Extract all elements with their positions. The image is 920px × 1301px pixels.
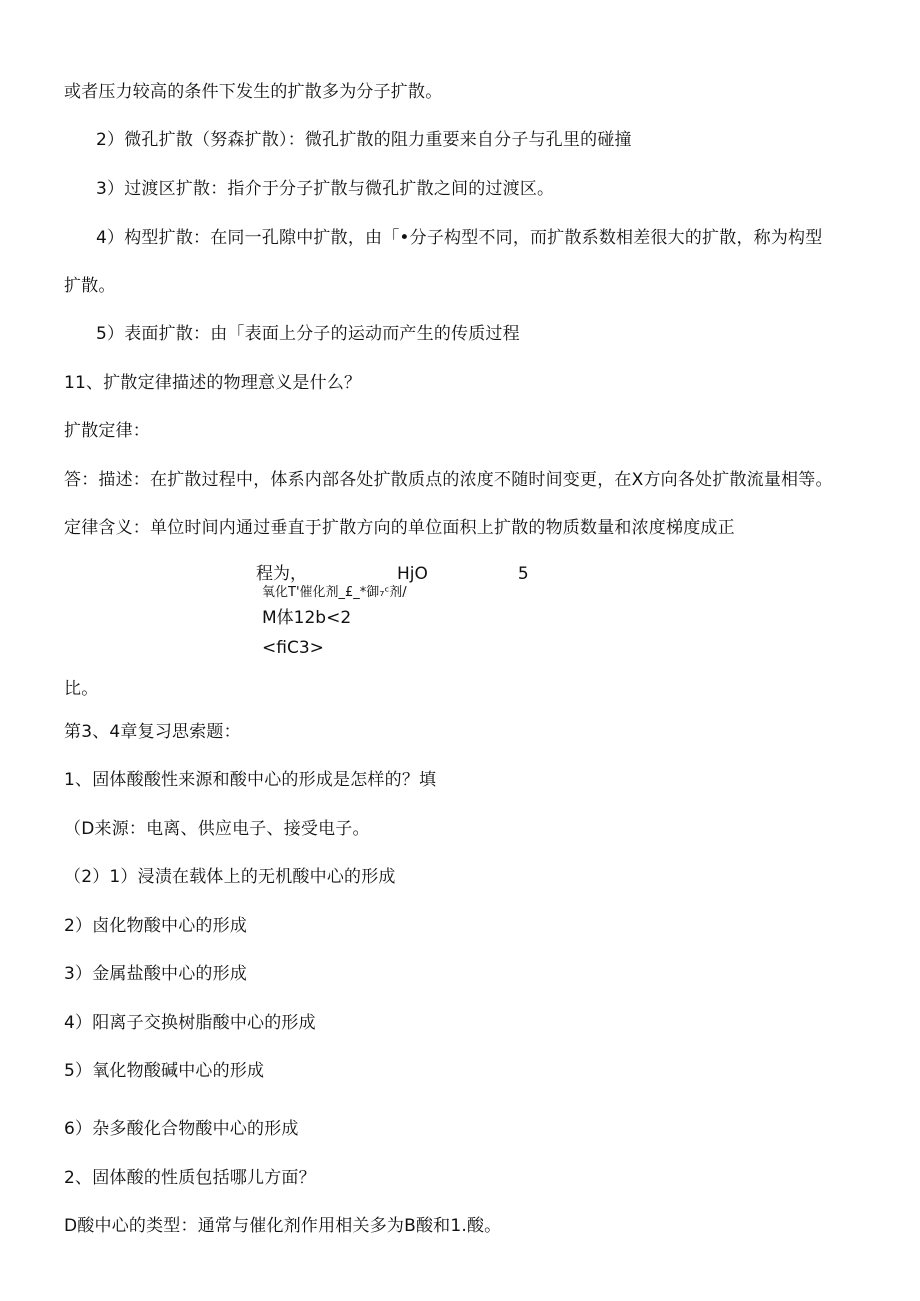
answer-acid-type: D酸中心的类型：通常与催化剂作用相关多为B酸和1.酸。: [64, 1216, 502, 1236]
formula-row-1: [256, 562, 529, 586]
formula-row-4: <fiC3>: [262, 638, 324, 658]
chapter-heading: 第3、4章复习思索题：: [64, 722, 241, 742]
answer-source: （D来源：电离、供应电子、接受电子。: [64, 819, 370, 839]
text-line-end: 比。: [64, 679, 99, 699]
question-11: 11、扩散定律描述的物理意义是什么？: [64, 373, 362, 393]
diffusion-law-heading: 扩散定律：: [64, 421, 150, 441]
formula-part-3: 5: [517, 564, 529, 584]
formula-part-2: HjO: [397, 564, 428, 584]
list-item-surface-diffusion: 5）表面扩散：由「表面上分子的运动而产生的传质过程: [96, 324, 520, 344]
list-item-transition-diffusion: 3）过渡区扩散：指介于分子扩散与微孔扩散之间的过渡区。: [96, 179, 555, 199]
formula-row-2: 氧化T'催化剂_£_*御₇ᶜ剂/: [262, 585, 407, 600]
list-item-micropore-diffusion: 2）微孔扩散（努森扩散）：微孔扩散的阻力重要来自分子与孔里的碰撞: [96, 130, 632, 150]
law-meaning: 定律含义：单位时间内通过垂直于扩散方向的单位面积上扩散的物质数量和浓度梯度成正: [64, 518, 735, 538]
answer-formation-1: （2）1）浸渍在载体上的无机酸中心的形成: [64, 867, 396, 887]
answer-formation-5: 5）氧化物酸碱中心的形成: [64, 1061, 265, 1081]
answer-formation-4: 4）阳离子交换树脂酸中心的形成: [64, 1013, 316, 1033]
answer-formation-2: 2）卤化物酸中心的形成: [64, 916, 248, 936]
question-2: 2、固体酸的性质包括哪儿方面？: [64, 1168, 316, 1188]
formula-part-1: 程为，: [256, 564, 307, 584]
answer-description: 答：描述：在扩散过程中，体系内部各处扩散质点的浓度不随时间变更，在X方向各处扩散流量相等。: [64, 470, 833, 490]
formula-row-3: M体12b<2: [262, 608, 352, 628]
question-1: 1、固体酸酸性来源和酸中心的形成是怎样的？填: [64, 770, 437, 790]
text-line-continuation: 扩散。: [64, 276, 116, 296]
answer-formation-3: 3）金属盐酸中心的形成: [64, 964, 248, 984]
answer-formation-6: 6）杂多酸化合物酸中心的形成: [64, 1119, 299, 1139]
text-line-1: 或者压力较高的条件下发生的扩散多为分子扩散。: [64, 82, 443, 102]
list-item-configurational-diffusion: 4）构型扩散：在同一孔隙中扩散，由「•分子构型不同，而扩散系数相差很大的扩散，称为构型: [96, 228, 823, 248]
